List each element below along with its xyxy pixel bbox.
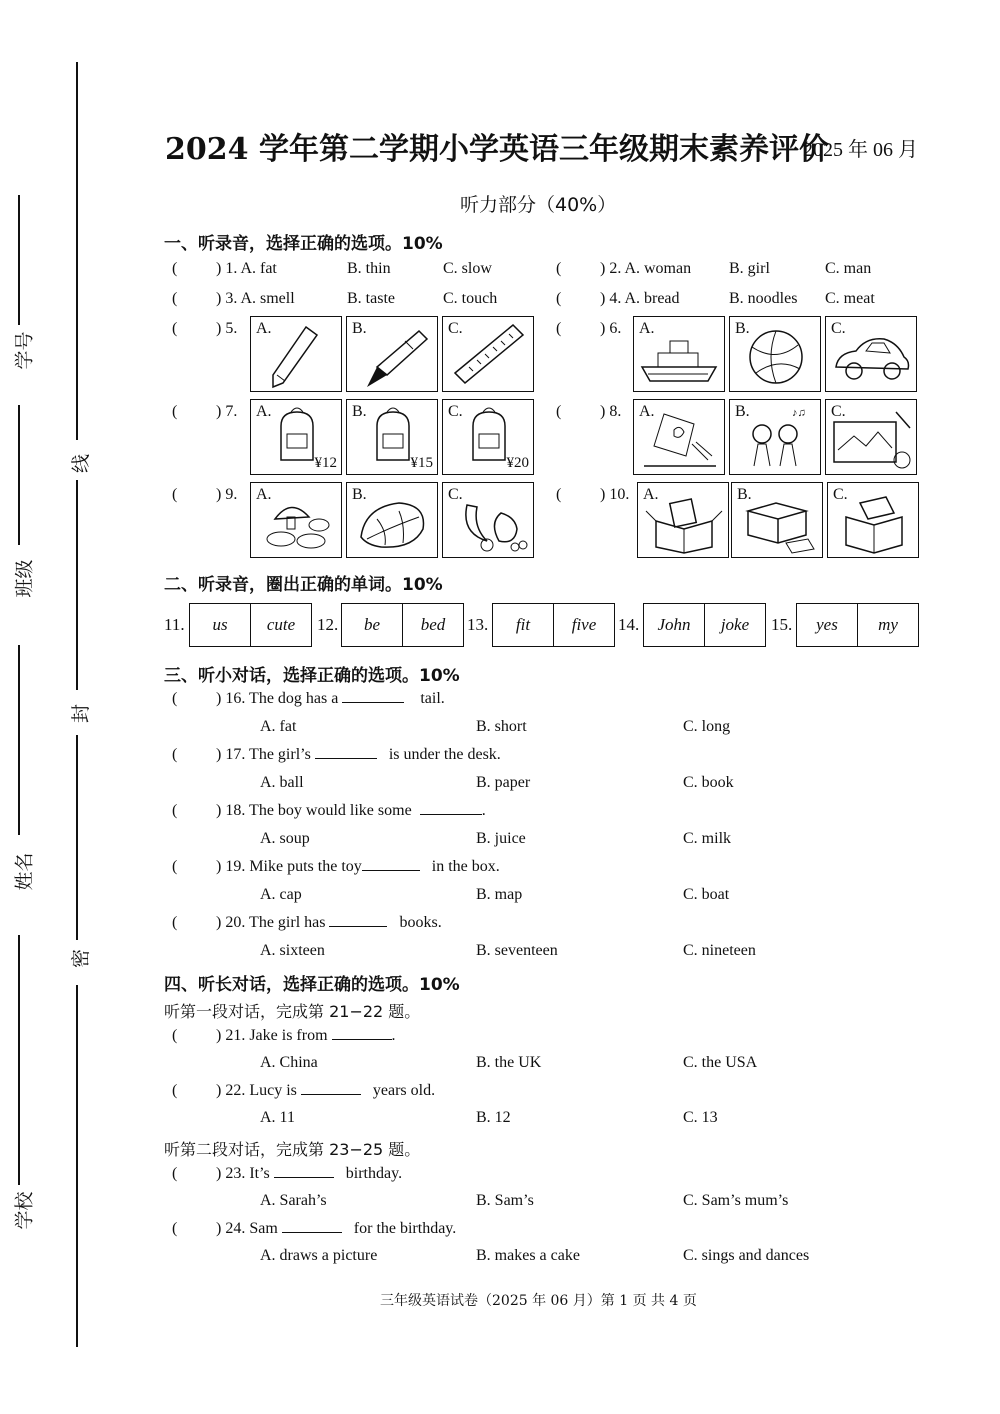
answer-paren[interactable]: (: [172, 1082, 178, 1099]
q1-option-a: ) 1. A. fat: [216, 260, 277, 277]
q23-option-c: C. Sam’s mum’s: [683, 1192, 789, 1209]
q10-option-a[interactable]: A.: [637, 482, 729, 558]
q22-stem: ) 22. Lucy is years old.: [216, 1082, 436, 1099]
word-choice[interactable]: cute: [250, 604, 311, 646]
q10-option-c[interactable]: C.: [827, 482, 919, 558]
word-choice[interactable]: be: [363, 615, 381, 634]
q10-number: ) 10.: [600, 486, 630, 503]
q23-stem: ) 23. It’s birthday.: [216, 1165, 403, 1182]
answer-paren[interactable]: (: [172, 1165, 178, 1182]
answer-paren[interactable]: (: [556, 260, 562, 277]
q8-option-c[interactable]: C.: [825, 399, 917, 475]
q17-stem: ) 17. The girl’s is under the desk.: [216, 746, 501, 763]
q6-number: ) 6.: [600, 320, 622, 337]
answer-paren[interactable]: (: [172, 914, 178, 931]
q19-option-c: C. boat: [683, 886, 730, 903]
answer-blank[interactable]: [420, 802, 482, 815]
q24-option-b: B. makes a cake: [476, 1247, 580, 1264]
q19-stem: ) 19. Mike puts the toy in the box.: [216, 858, 500, 875]
q19-option-a: A. cap: [260, 886, 302, 903]
word-choice[interactable]: yes: [816, 615, 838, 634]
q18-option-c: C. milk: [683, 830, 732, 847]
pen-icon: [347, 317, 437, 391]
word-choice[interactable]: fit: [515, 615, 531, 634]
student-id-label: 学号: [14, 331, 36, 370]
q4-option-b: B. noodles: [729, 290, 798, 307]
q16-option-b: B. short: [476, 718, 527, 735]
answer-paren[interactable]: (: [172, 290, 178, 307]
q7-number: ) 7.: [216, 403, 238, 420]
q3-option-a: ) 3. A. smell: [216, 290, 295, 307]
answer-paren[interactable]: (: [172, 802, 178, 819]
answer-paren[interactable]: (: [556, 403, 562, 420]
painting-icon: [826, 400, 916, 474]
q7-option-c[interactable]: C. ¥20: [442, 399, 534, 475]
q20-option-b: B. seventeen: [476, 942, 558, 959]
q6-option-c[interactable]: C.: [825, 316, 917, 392]
q21-option-b: B. the UK: [476, 1054, 542, 1071]
exam-title: 2024 学年第二学期小学英语三年级期末素养评价: [165, 132, 829, 167]
q7-option-a[interactable]: A. ¥12: [250, 399, 342, 475]
q13-word-choices: [492, 603, 615, 647]
q5-option-c[interactable]: C.: [442, 316, 534, 392]
book-in-box-icon: [638, 483, 728, 557]
answer-paren[interactable]: (: [172, 1027, 178, 1044]
answer-paren[interactable]: (: [172, 320, 178, 337]
q3-option-c: C. touch: [443, 290, 498, 307]
q21-option-c: C. the USA: [683, 1054, 758, 1071]
q20-stem: ) 20. The girl has books.: [216, 914, 442, 931]
q22-option-b: B. 12: [476, 1109, 511, 1126]
answer-blank[interactable]: [332, 1027, 392, 1040]
word-choice[interactable]: us: [212, 615, 228, 634]
section2-heading: 二、听录音，圈出正确的单词。10%: [164, 575, 443, 595]
q2-option-c: C. man: [825, 260, 872, 277]
ruler-icon: [443, 317, 533, 391]
q6-option-a[interactable]: A.: [633, 316, 725, 392]
answer-blank[interactable]: [362, 858, 420, 871]
section4-heading: 四、听长对话，选择正确的选项。10%: [164, 975, 460, 995]
part-heading: 听力部分（40%）: [460, 194, 617, 216]
exam-date: 2025 年 06 月: [803, 139, 918, 161]
q17-option-b: B. paper: [476, 774, 531, 791]
q8-option-a[interactable]: A.: [633, 399, 725, 475]
q21-option-a: A. China: [260, 1054, 318, 1071]
answer-paren[interactable]: (: [172, 1220, 178, 1237]
q12-word-choices: [341, 603, 464, 647]
q1-option-c: C. slow: [443, 260, 492, 277]
seal-char-mi: 密: [71, 948, 93, 969]
q14-number: 14.: [618, 615, 640, 634]
class-blank[interactable]: [18, 405, 20, 545]
q8-option-b[interactable]: B. ♪♫: [729, 399, 821, 475]
word-choice[interactable]: bed: [402, 604, 463, 646]
q22-option-a: A. 11: [260, 1109, 295, 1126]
pencil-icon: [251, 317, 341, 391]
q21-stem: ) 21. Jake is from .: [216, 1027, 396, 1044]
student-id-blank[interactable]: [18, 195, 20, 325]
answer-blank[interactable]: [282, 1220, 342, 1233]
q24-stem: ) 24. Sam for the birthday.: [216, 1220, 457, 1237]
q22-option-c: C. 13: [683, 1109, 718, 1126]
q23-option-b: B. Sam’s: [476, 1192, 534, 1209]
q13-number: 13.: [467, 615, 489, 634]
q20-option-c: C. nineteen: [683, 942, 756, 959]
singing-kids-icon: [730, 400, 820, 474]
q8-number: ) 8.: [600, 403, 622, 420]
drawing-hand-icon: [634, 400, 724, 474]
dialogue1-instruction: 听第一段对话，完成第 21−22 题。: [164, 1002, 421, 1021]
q2-option-a: ) 2. A. woman: [600, 260, 692, 277]
q19-option-b: B. map: [476, 886, 523, 903]
q16-stem: ) 16. The dog has a tail.: [216, 690, 445, 707]
q24-option-a: A. draws a picture: [260, 1247, 378, 1264]
answer-blank[interactable]: [329, 914, 387, 927]
q17-option-c: C. book: [683, 774, 734, 791]
q1-option-b: B. thin: [347, 260, 391, 277]
answer-paren[interactable]: (: [172, 746, 178, 763]
q12-number: 12.: [317, 615, 339, 634]
q18-stem: ) 18. The boy would like some .: [216, 802, 486, 819]
svg-text:♪♫: ♪♫: [792, 407, 806, 419]
answer-paren[interactable]: (: [172, 260, 178, 277]
binding-line: [76, 985, 78, 1347]
word-choice[interactable]: five: [553, 604, 614, 646]
q7-option-b[interactable]: B. ¥15: [346, 399, 438, 475]
q9-option-c[interactable]: C.: [442, 482, 534, 558]
q4-option-a: ) 4. A. bread: [600, 290, 680, 307]
ship-icon: [634, 317, 724, 391]
answer-paren[interactable]: (: [556, 320, 562, 337]
q4-option-c: C. meat: [825, 290, 875, 307]
book-beside-box-icon: [732, 483, 822, 557]
binding-line: [76, 480, 78, 690]
section1-heading: 一、听录音，选择正确的选项。10%: [164, 234, 443, 254]
answer-blank[interactable]: [301, 1082, 361, 1095]
seal-char-feng: 封: [71, 703, 93, 724]
word-choice[interactable]: joke: [704, 604, 765, 646]
answer-paren[interactable]: (: [556, 486, 562, 503]
q18-option-b: B. juice: [476, 830, 526, 847]
seal-char-xian: 线: [71, 453, 93, 474]
section3-heading: 三、听小对话，选择正确的选项。10%: [164, 666, 460, 686]
answer-blank[interactable]: [315, 746, 377, 759]
car-icon: [826, 317, 916, 391]
book-on-box-icon: [828, 483, 918, 557]
page-footer: 三年级英语试卷（2025 年 06 月）第 1 页 共 4 页: [380, 1293, 697, 1309]
q11-number: 11.: [164, 615, 185, 634]
name-blank[interactable]: [18, 645, 20, 835]
ball-icon: [730, 317, 820, 391]
q23-option-a: A. Sarah’s: [260, 1192, 327, 1209]
q2-option-b: B. girl: [729, 260, 770, 277]
q20-option-a: A. sixteen: [260, 942, 325, 959]
answer-blank[interactable]: [342, 690, 404, 703]
q9-number: ) 9.: [216, 486, 238, 503]
name-label: 姓名: [14, 852, 36, 891]
answer-blank[interactable]: [274, 1165, 334, 1178]
q18-option-a: A. soup: [260, 830, 310, 847]
fruits-icon: [443, 483, 533, 557]
mushrooms-icon: [251, 483, 341, 557]
answer-paren[interactable]: (: [172, 486, 178, 503]
binding-line: [76, 62, 78, 440]
q17-option-a: A. ball: [260, 774, 304, 791]
q5-option-a[interactable]: A.: [250, 316, 342, 392]
class-label: 班级: [14, 559, 36, 598]
q9-option-a[interactable]: A.: [250, 482, 342, 558]
q10-option-b[interactable]: B.: [731, 482, 823, 558]
q6-option-b[interactable]: B.: [729, 316, 821, 392]
q16-option-c: C. long: [683, 718, 731, 735]
word-choice[interactable]: my: [857, 604, 918, 646]
answer-paren[interactable]: (: [172, 858, 178, 875]
q3-option-b: B. taste: [347, 290, 395, 307]
q11-word-choices: [189, 603, 312, 647]
q9-option-b[interactable]: B.: [346, 482, 438, 558]
q15-word-choices: [796, 603, 919, 647]
q16-option-a: A. fat: [260, 718, 297, 735]
word-choice[interactable]: John: [657, 615, 691, 634]
school-label: 学校: [14, 1191, 36, 1230]
q14-word-choices: [643, 603, 766, 647]
q5-option-b[interactable]: B.: [346, 316, 438, 392]
cabbage-icon: [347, 483, 437, 557]
answer-paren[interactable]: (: [172, 403, 178, 420]
school-blank[interactable]: [18, 935, 20, 1185]
answer-paren[interactable]: (: [172, 690, 178, 707]
answer-paren[interactable]: (: [556, 290, 562, 307]
q5-number: ) 5.: [216, 320, 238, 337]
q24-option-c: C. sings and dances: [683, 1247, 810, 1264]
q15-number: 15.: [771, 615, 793, 634]
dialogue2-instruction: 听第二段对话，完成第 23−25 题。: [164, 1140, 421, 1159]
binding-line: [76, 735, 78, 940]
